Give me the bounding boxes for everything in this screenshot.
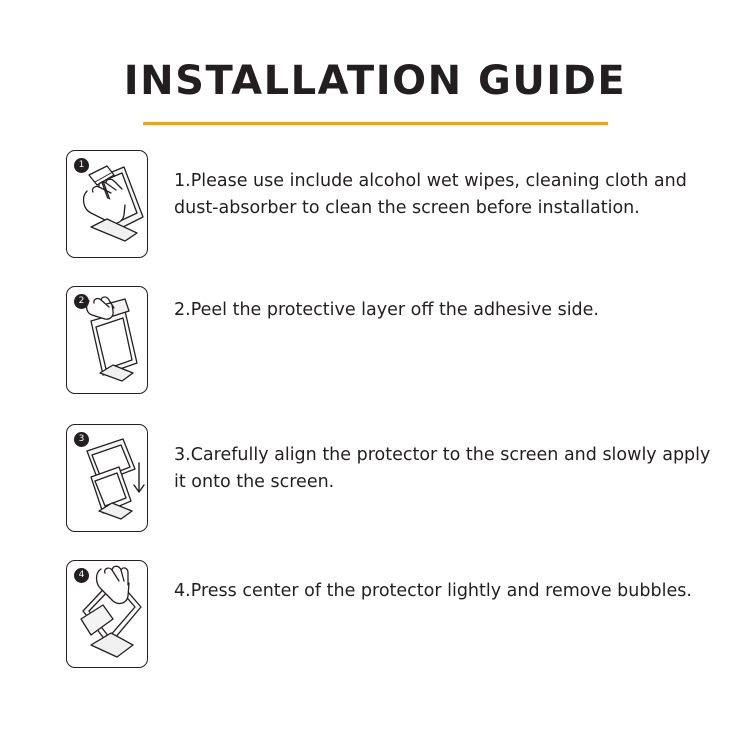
list-item: [0, 150, 750, 289]
list-item: [0, 424, 750, 560]
steps-list: [0, 150, 750, 690]
title-divider: [143, 122, 608, 125]
list-item: [0, 289, 750, 424]
step-badge: 4: [74, 568, 89, 583]
list-item: [0, 560, 750, 690]
step-text: 3.Carefully align the protector to the screen and slowly apply it onto the screen.: [174, 445, 711, 492]
step-illustration-2: [66, 286, 150, 396]
step-badge: 3: [74, 432, 89, 447]
step-illustration-3: [66, 424, 150, 534]
step-text: 1.Please use include alcohol wet wipes, cleaning cloth and dust-absorber to clean the screen before installation.: [174, 171, 687, 218]
step-text: 2.Peel the protective layer off the adhesive side.: [174, 300, 599, 320]
illustration-frame: [66, 286, 148, 394]
step-badge: 1: [74, 158, 89, 173]
page-title: INSTALLATION GUIDE: [123, 58, 627, 104]
step-badge: 2: [74, 294, 89, 309]
illustration-frame: [66, 560, 148, 668]
step-text: 4.Press center of the protector lightly and remove bubbles.: [174, 581, 692, 601]
step-illustration-4: [66, 560, 150, 670]
step-illustration-1: [66, 150, 150, 260]
illustration-frame: [66, 424, 148, 532]
illustration-frame: [66, 150, 148, 258]
